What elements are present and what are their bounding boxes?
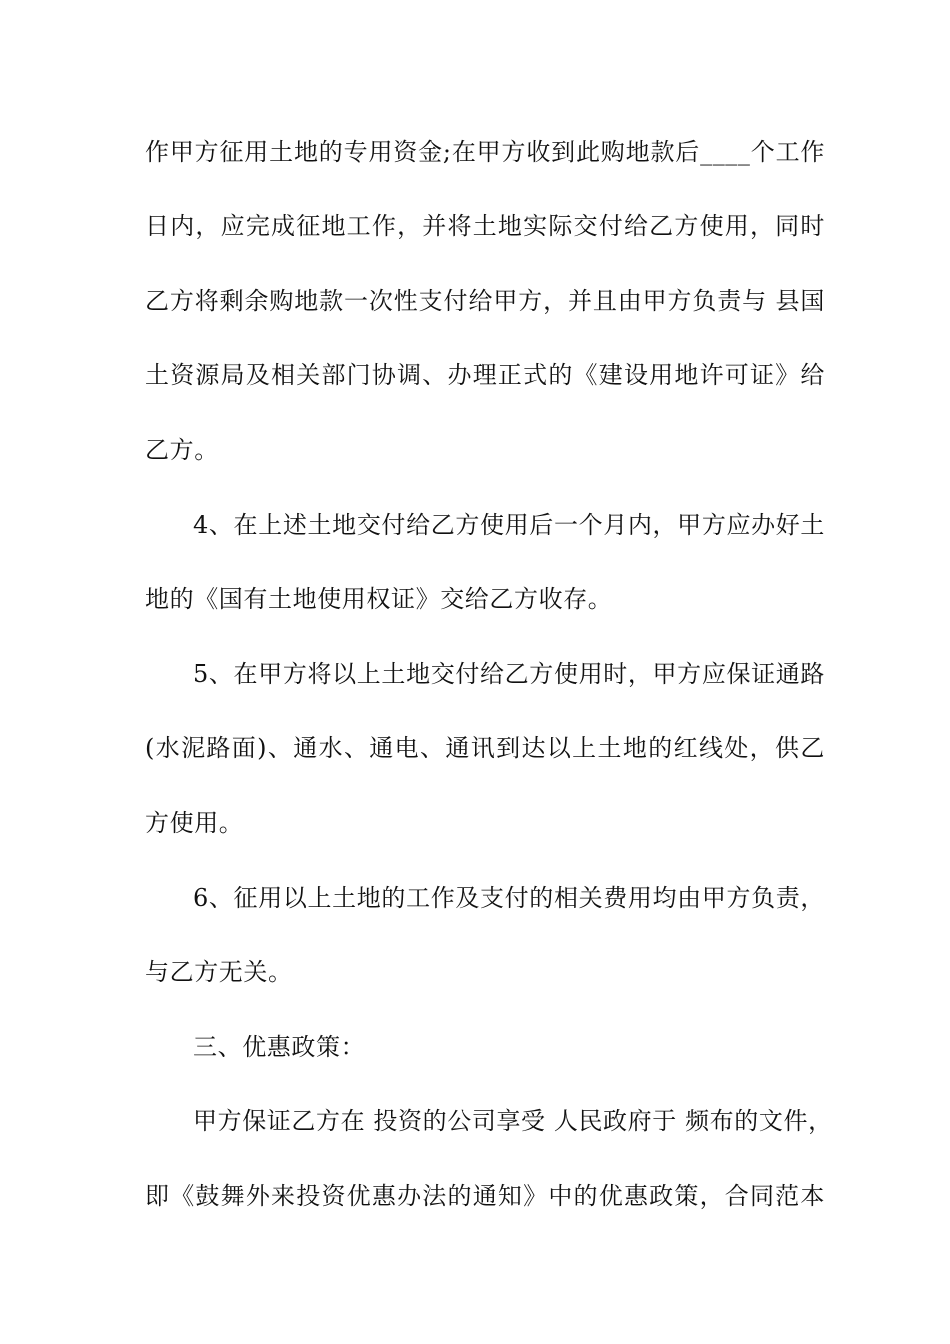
paragraph-line: 甲方保证乙方在 投资的公司享受 人民政府于 频布的文件， (193, 1107, 833, 1135)
paragraph-line: (水泥路面)、通水、通电、通讯到达以上土地的红线处，供乙 (145, 734, 825, 762)
paragraph-line: 土资源局及相关部门协调、办理正式的《建设用地许可证》给 (145, 361, 825, 389)
section-heading: 三、优惠政策： (193, 1033, 366, 1061)
paragraph-line: 作甲方征用土地的专用资金;在甲方收到此购地款后____个工作 (145, 138, 825, 166)
paragraph-line: 6、征用以上土地的工作及支付的相关费用均由甲方负责， (193, 884, 825, 912)
paragraph-line: 乙方将剩余购地款一次性支付给甲方，并且由甲方负责与 县国 (145, 287, 825, 315)
paragraph-line: 方使用。 (145, 809, 244, 837)
paragraph-line: 4、在上述土地交付给乙方使用后一个月内，甲方应办好土 (193, 511, 825, 539)
paragraph-line: 乙方。 (145, 436, 219, 464)
paragraph-line: 地的《国有土地使用权证》交给乙方收存。 (145, 585, 613, 613)
paragraph-line: 即《鼓舞外来投资优惠办法的通知》中的优惠政策，合同范本 (145, 1182, 825, 1210)
paragraph-line: 5、在甲方将以上土地交付给乙方使用时，甲方应保证通路 (193, 660, 825, 688)
paragraph-line: 日内，应完成征地工作，并将土地实际交付给乙方使用，同时 (145, 212, 825, 240)
paragraph-line: 与乙方无关。 (145, 958, 293, 986)
